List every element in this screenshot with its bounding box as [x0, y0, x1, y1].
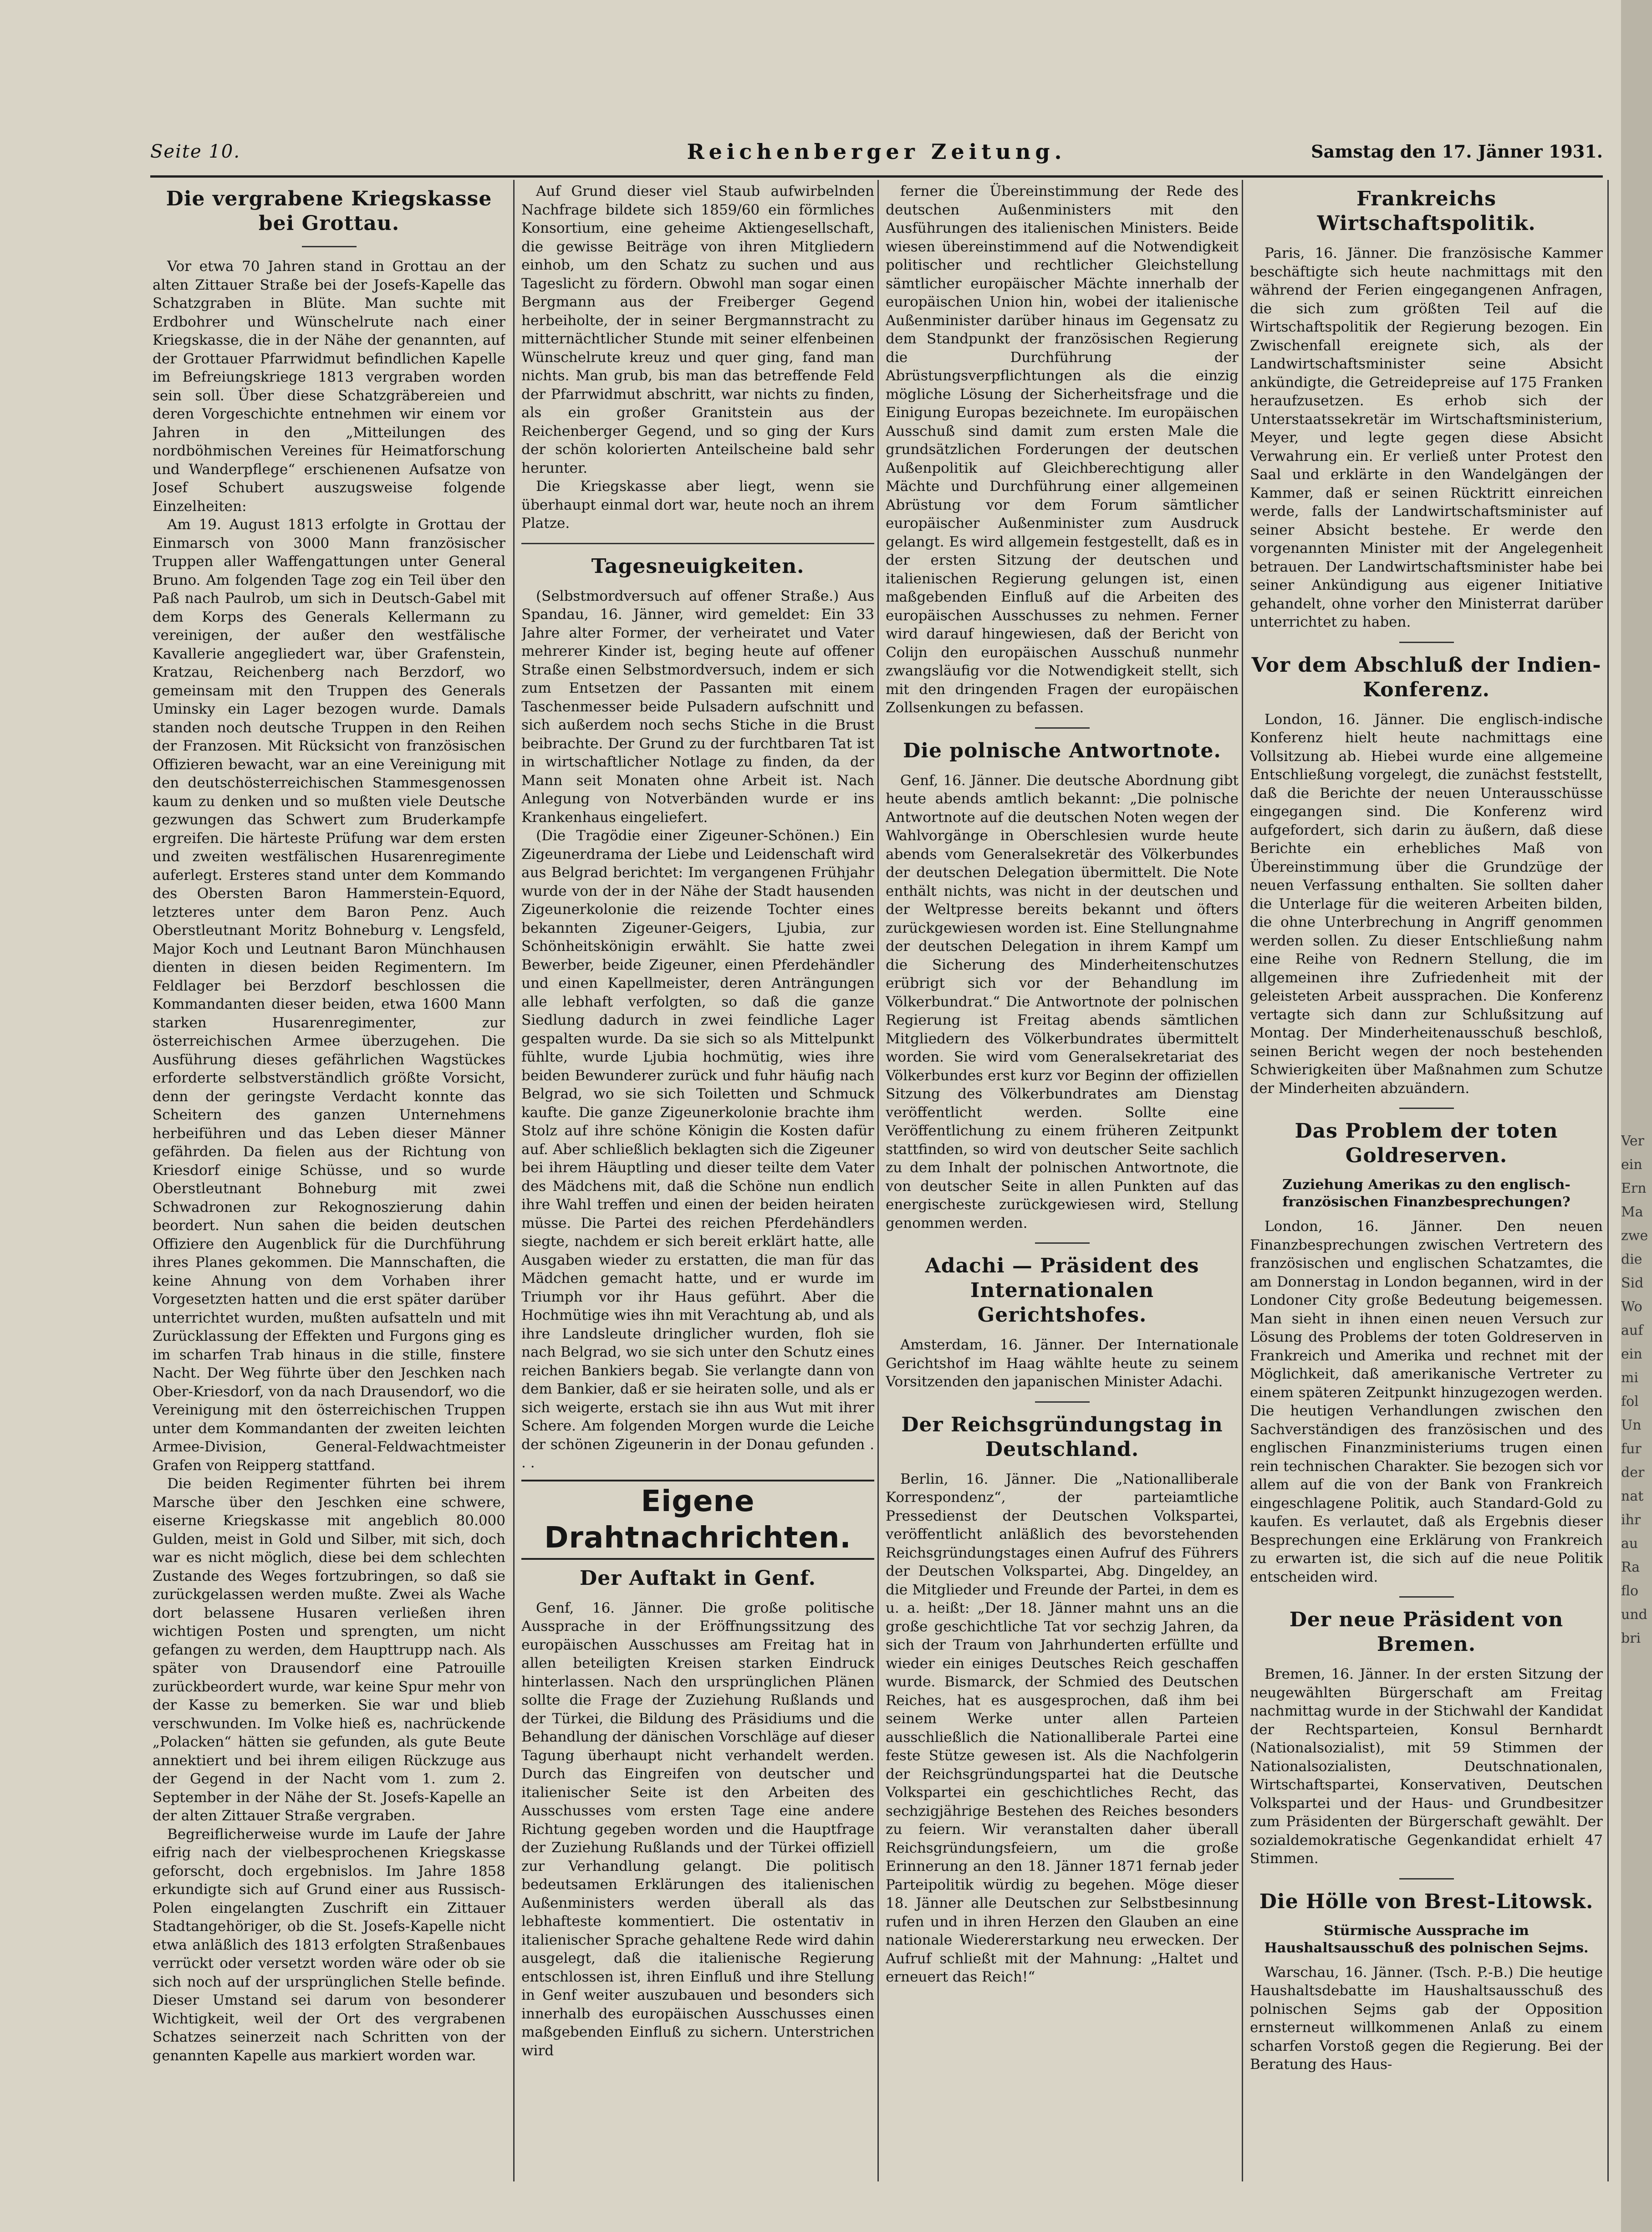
- article-paragraph: Vor etwa 70 Jahren stand in Grottau an der alten Zittauer Straße bei der Josefs-Kapelle das Schatzgraben in Blüte. Man suchte mit Erdbohrer und Wünschelrute nach einer Kriegskasse, die in der Nähe der genannten, auf der Grottauer Pfarrwidmut befindlichen Kapelle im Befreiungskriege 1813 vergraben worden sein soll. Über diese Schatzgräbereien und deren Vorgeschichte entnehmen wir einem vor Jahren in den „Mitteilungen des nordböhmischen Vereines für Heimatforschung und Wanderpflege“ erschienenen Aufsatze von Josef Schubert auszugsweise folgende Einzelheiten:: [153, 258, 505, 515]
- edge-fragment: der: [1621, 1465, 1645, 1481]
- article-tagesneuigkeiten: [521, 554, 874, 1472]
- article-headline: Das Problem der toten Goldreserven.: [1295, 1119, 1558, 1167]
- article-headline: Der Reichsgründungstag in Deutschland.: [901, 1413, 1223, 1461]
- article-paragraph: London, 16. Jänner. Die englisch-indische Konferenz hielt heute nachmittags eine Vollsitzung ab. Hiebei wurde eine allgemeine Entschließung vorgelegt, die zunächst feststellt, daß die Berichte der neuen Unterausschüsse eingegangen sind. Die Konferenz wird aufgefordert, sich darin zu äußern, daß diese Berichte ein erhebliches Maß von Übereinstimmung über die Grundzüge der neuen Verfassung enthalten. Sie sollten daher die Unterlage für die weiteren Arbeiten bilden, die ohne Unterbrechung in Angriff genommen werden sollen. Zu dieser Entschließung nahm eine Reihe von Rednern Stellung, die im allgemeinen ihre Zufriedenheit mit der geleisteten Arbeit aussprachen. Die Konferenz vertagte sich dann zur Schlußsitzung auf Montag. Der Minderheitenausschuß beschloß, seinen Bericht wegen der noch bestehenden Schwierigkeiten über Maßnahmen zum Schutze der Minderheiten abzuändern.: [1250, 711, 1603, 1097]
- article-headline: Adachi — Präsident des Internationalen Gerichtshofes.: [925, 1254, 1199, 1327]
- article-subheadline: Zuziehung Amerikas zu den englisch-französischen Finanzbesprechungen?: [1282, 1177, 1570, 1210]
- section-headline: Tagesneuigkeiten.: [591, 554, 805, 578]
- edge-fragment: fol: [1621, 1394, 1639, 1410]
- article-praesident-bremen: [1250, 1608, 1603, 1868]
- article-headline: Die polnische Antwortnote.: [903, 739, 1221, 762]
- article-paragraph: (Die Tragödie einer Zigeuner-Schönen.) Ein Zigeunerdrama der Liebe und Leidenschaft wird aus Belgrad berichtet: Im vergangenen Frühjahr wurde von der in der Nähe der Stadt hausenden Zigeunerkolonie die reizende Tochter eines bekannten Zigeuner-Geigers, Ljubia, zur Schönheitskönigin erwählt. Sie hatte zwei Bewerber, beide Zigeuner, einen Pferdehändler und einen Kapellmeister, deren Anträngungen alle lebhaft verfolgten, so daß die ganze Siedlung dadurch in zwei feindliche Lager gespalten wurde. Da sie sich so als Mittelpunkt fühlte, wurde Ljubia hochmütig, wies ihre beiden Bewunderer zurück und fuhr häufig nach Belgrad, wo sie sich Toiletten und Schmuck kaufte. Die ganze Zigeunerkolonie brachte ihm Stolz auf ihre schöne Königin die Kosten dafür auf. Aber schließlich beklagten sich die Zigeuner bei ihrem Häuptling und dieser teilte dem Vater des Mädchens mit, daß die Schöne nun endlich ihre Wahl treffen und einen der beiden heiraten müsse. Die Partei des reichen Pferdehändlers siegte, nachdem er sich bereit erklärt hatte, alle Ausgaben wieder zu erstatten, die man für das Mädchen gemacht hatte, und er wurde im Triumph vor ihr Haus geführt. Aber die Hochmütige wies ihn mit Verachtung ab, und als ihre Landsleute dringlicher wurden, floh sie nach Belgrad, wo sie sich unter den Schutz eines reichen Bankiers begab. Sie verlangte dann von dem Bankier, daß er sie heiraten solle, und als er sich weigerte, erstach sie ihn aus Wut mit ihrer Schere. Am folgenden Morgen wurde die Leiche der schönen Zigeunerin in der Donau gefunden . . .: [521, 827, 874, 1471]
- edge-fragment: Ma: [1621, 1204, 1643, 1220]
- adjacent-page-edge: [1621, 0, 1652, 2232]
- article-headline: Der neue Präsident von Bremen.: [1289, 1608, 1564, 1656]
- edge-fragment: Ver: [1621, 1133, 1645, 1149]
- article-auftakt-genf: [521, 1480, 874, 2060]
- article-goldreserven: [1250, 1119, 1603, 1586]
- edge-fragment: flo: [1621, 1583, 1639, 1599]
- column-1: [153, 182, 505, 2177]
- issue-date: Samstag den 17. Jänner 1931.: [1311, 141, 1603, 162]
- page-number: Seite 10.: [150, 141, 240, 162]
- section-rule: [521, 543, 874, 544]
- article-paragraph: Bremen, 16. Jänner. In der ersten Sitzung der neugewählten Bürgerschaft am Freitag nachmittag wurde in der Stichwahl der Kandidat der Rechtsparteien, Konsul Bernhardt (Nationalsozialist), mit 59 Stimmen der Nationalsozialisten, Deutschnationalen, Wirtschaftspartei, Konservativen, Deutschen Volkspartei und der Haus- und Grundbesitzer zum Präsidenten der Bürgerschaft gewählt. Der sozialdemokratische Gegenkandidat erhielt 47 Stimmen.: [1250, 1666, 1603, 1867]
- section-rule: [1399, 1878, 1454, 1880]
- edge-fragment: nat: [1621, 1488, 1644, 1504]
- edge-fragment: Wo: [1621, 1299, 1642, 1315]
- article-paragraph: Warschau, 16. Jänner. (Tsch. P.-B.) Die heutige Haushaltsdebatte im Haushaltsausschuß des polnischen Sejms gab der Opposition ernsterneut willkommenen Anlaß zu einem scharfen Vorstoß gegen die Regierung. Bei der Beratung des Haus-: [1250, 1964, 1603, 2073]
- edge-fragment: und: [1621, 1607, 1647, 1623]
- edge-fragment: ihr: [1621, 1512, 1641, 1528]
- article-paragraph: Berlin, 16. Jänner. Die „Nationalliberale Korrespondenz“, der parteiamtliche Pressedienst der Deutschen Volkspartei, veröffentlicht anläßlich des bevorstehenden Reichsgründungstages einen Aufruf des Führers der Deutschen Volkspartei, Abg. Dingeldey, an die Mitglieder und Freunde der Partei, in dem es u. a. heißt: „Der 18. Jänner mahnt uns an die große geschichtliche Tat vor sechzig Jahren, da sich der Traum von Jahrhunderten erfüllte und wieder ein einiges Deutsches Reich geschaffen wurde. Bismarck, der Schmied des Deutschen Reiches, hat es ausgesprochen, daß ihm bei seinem Werke unter allen Parteien ausschließlich die Nationalliberale Partei eine feste Stütze gewesen ist. Als die Nachfolgerin der Reichsgründungspartei hat die Deutsche Volkspartei ein geschichtliches Recht, das sechzigjährige Bestehen des Reiches besonders zu feiern. Wir veranstalten daher überall Reichsgründungsfeiern, um die große Erinnerung an den 18. Jänner 1871 fernab jeder Parteipolitik würdig zu begehen. Möge dieser 18. Jänner alle Deutschen zur Selbstbesinnung rufen und in ihren Herzen den Glauben an eine nationale Wiedererstarkung neu erwecken. Der Aufruf schließt mit der Mahnung: „Haltet und erneuert das Reich!“: [886, 1471, 1239, 1985]
- column-rule: [513, 180, 515, 2181]
- article-brest-litowsk: [1250, 1890, 1603, 2074]
- edge-fragment: Un: [1621, 1417, 1642, 1433]
- column-rule: [1607, 180, 1609, 2181]
- article-frankreich-wirtschaft: [1250, 187, 1603, 632]
- edge-fragment: die: [1621, 1251, 1642, 1267]
- section-rule: [1399, 1596, 1454, 1598]
- section-rule: [1035, 1242, 1090, 1244]
- edge-fragment: mi: [1621, 1370, 1639, 1386]
- edge-fragment: fur: [1621, 1441, 1642, 1457]
- article-headline: Die vergrabene Kriegskasse bei Grottau.: [166, 187, 492, 235]
- article-paragraph: (Selbstmordversuch auf offener Straße.) Aus Spandau, 16. Jänner, wird gemeldet: Ein 33 Jahre alter Former, der verheiratet und Vater mehrerer Kinder ist, beging heute auf offener Straße einen Selbstmordversuch, indem er sich zum Entsetzen der Passanten mit einem Taschenmesser beide Pulsadern aufschnitt und sich außerdem noch sechs Stiche in die Brust beibrachte. Der Grund zu der furchtbaren Tat ist in wirtschaftlicher Notlage zu finden, da der Mann seit Monaten ohne Arbeit ist. Nach Anlegung von Notverbänden wurde er ins Krankenhaus eingeliefert.: [521, 587, 874, 826]
- newspaper-title: Reichenberger Zeitung.: [687, 139, 1066, 164]
- column-3: [886, 182, 1239, 2177]
- column-4: [1250, 182, 1603, 2177]
- section-banner: Eigene Drahtnachrichten.: [521, 1480, 874, 1560]
- article-adachi: [886, 1254, 1239, 1391]
- article-subheadline: Stürmische Aussprache im Haushaltsausschuß des polnischen Sejms.: [1264, 1922, 1589, 1956]
- article-paragraph: Begreiflicherweise wurde im Laufe der Jahre eifrig nach der vielbesprochenen Kriegskasse geforscht, doch ergebnislos. Im Jahre 1858 erkundigte sich auf Grund einer aus Russisch-Polen eingelangten Zuschrift ein Zittauer Stadtangehöriger, ob die St. Josefs-Kapelle nicht etwa anläßlich des 1813 erfolgten Straßenbaues verrückt oder versetzt worden wäre oder ob sie sich noch auf der ursprünglichen Stelle befinde. Dieser Umstand sei darum von besonderer Wichtigkeit, weil der Ort des vergrabenen Schatzes seinerzeit nach Schritten von der genannten Kapelle aus markiert worden war.: [153, 1826, 505, 2064]
- article-paragraph: Genf, 16. Jänner. Die deutsche Abordnung gibt heute abends amtlich bekannt: „Die polnische Antwortnote auf die deutschen Noten wegen der Wahlvorgänge in Oberschlesien wurde heute abends vom Generalsekretär des Völkerbundes der deutschen Delegation übermittelt. Die Note enthält nichts, was nicht in der deutschen und der Weltpresse bereits bekannt und öfters zurückgewiesen worden ist. Eine Stellungnahme der deutschen Delegation in ihrem Kampf um die Sicherung des Minderheitenschutzes erübrigt sich vor der Behandlung im Völkerbundrat.“ Die Antwortnote der polnischen Regierung ist Freitag abends sämtlichen Mitgliedern des Völkerbundrates übermittelt worden. Sie wird vom Generalsekretariat des Völkerbundes erst kurz vor Beginn der offiziellen Sitzung des Völkerbundrates am Dienstag veröffentlicht werden. Sollte eine Veröffentlichung zu einem früheren Zeitpunkt stattfinden, so wird von deutscher Seite sachlich zu dem Inhalt der polnischen Antwortnote, die von deutscher Seite in allen Punkten auf das energischeste zurückgewiesen wird, Stellung genommen werden.: [886, 772, 1239, 1231]
- article-polnische-antwortnote: [886, 739, 1239, 1233]
- article-auftakt-genf-continued: [886, 182, 1239, 717]
- article-headline: Die Hölle von Brest-Litowsk.: [1259, 1890, 1594, 1913]
- section-rule: [1035, 727, 1090, 729]
- article-reichsgruendungstag: [886, 1413, 1239, 1987]
- section-rule: [1399, 642, 1454, 643]
- edge-fragment: auf: [1621, 1323, 1643, 1338]
- article-paragraph: Auf Grund dieser viel Staub aufwirbelnden Nachfrage bildete sich 1859/60 ein förmliches Konsortium, eine geheime Aktiengesellschaft, die gewisse Beiträge von ihren Mitgliedern einhob, um den Schatz zu suchen und aus Tageslicht zu fördern. Obwohl man sogar einen Bergmann aus der Freiberger Gegend herbeiholte, der in seiner Bergmannstracht zu mitternächtlicher Stunde mit seiner elfenbeinen Wünschelrute kreuz und quer ging, fand man nichts. Man grub, bis man das betreffende Feld der Pfarrwidmut abschritt, war nichts zu finden, als ein großer Granitstein aus der Reichenberger Gegend, und so ging der Kurs der schön kolorierten Anteilscheine bald sehr herunter.: [521, 183, 874, 476]
- section-rule: [1035, 1401, 1090, 1403]
- edge-fragment: au: [1621, 1536, 1638, 1552]
- article-paragraph: Die Kriegskasse aber liegt, wenn sie überhaupt einmal dort war, heute noch an ihrem Platze.: [521, 478, 874, 531]
- article-paragraph: Amsterdam, 16. Jänner. Der Internationale Gerichtshof im Haag wählte heute zu seinem Vorsitzenden den japanischen Minister Adachi.: [886, 1337, 1239, 1390]
- header-rule: [150, 175, 1603, 178]
- edge-fragment: zwe: [1621, 1228, 1648, 1244]
- edge-fragment: bri: [1621, 1630, 1641, 1646]
- edge-fragment: Sid: [1621, 1275, 1644, 1291]
- article-paragraph: Am 19. August 1813 erfolgte in Grottau der Einmarsch von 3000 Mann französischer Truppen aller Waffengattungen unter General Bruno. Am folgenden Tage zog ein Teil über den Paß nach Paulrob, um sich in Deutsch-Gabel mit dem Korps des Generals Kellermann zu vereinigen, der außer den westfälische Kavallerie angegliedert war, über Grafenstein, Kratzau, Reichenberg nach Berzdorf, wo gemeinsam mit den Truppen des Generals Uminsky ein Lager bezogen wurde. Damals standen noch deutsche Truppen in den Reihen der Franzosen. Mit Rücksicht von französischen Offizieren bewacht, war an eine Vereinigung mit den deutschösterreichischen Stammesgenossen kaum zu denken und so mußten viele Deutsche gezwungen das Schwert zum Bruderkampfe ergreifen. Die härteste Prüfung war dem ersten und zweiten westfälischen Husarenregimente auferlegt. Ersteres stand unter dem Kommando des Obersten Baron Hammerstein-Equord, letzteres unter dem Baron Penz. Auch Oberstleutnant Moritz Bohneburg v. Lengsfeld, Major Koch und Leutnant Baron Münchhausen dienten in diesen beiden Regimentern. Im Feldlager bei Berzdorf beschlossen die Kommandanten dieser beiden, etwa 1600 Mann starken Husarenregimenter, zur österreichischen Armee überzugehen. Die Ausführung dieses gefährlichen Wagstückes erforderte selbstverständlich größte Vorsicht, denn der geringste Verdacht konnte das Scheitern des ganzen Unternehmens herbeiführen und das Leben dieser Männer gefährden. Da fielen aus der Richtung von Kriesdorf einige Schüsse, und so wurde Oberstleutnant Bohneburg mit zwei Schwadronen zur Rekognoszierung dahin beordert. Nun sahen die beiden deutschen Offiziere den Augenblick für die Durchführung ihres Planes gekommen. Die Mannschaften, die keine Ahnung von dem Vorhaben ihrer Vorgesetzten hatten und die erst später darüber unterrichtet wurden, mußten aufsatteln und mit Zurücklassung der Effekten und Furgons ging es im scharfen Trab hinaus in die stille, finstere Nacht. Der Weg führte über den Jeschken nach Ober-Kriesdorf, von da nach Drausendorf, wo die Vereinigung mit den österreichischen Truppen unter dem Kommandanten der zweiten leichten Armee-Division, General-Feldwachtmeister Grafen von Reipperg stattfand.: [153, 516, 505, 1474]
- page-header: [150, 137, 1603, 173]
- article-headline: Der Auftakt in Genf.: [580, 1566, 816, 1590]
- article-kriegskasse: [153, 187, 505, 2065]
- edge-fragment: ein: [1621, 1346, 1642, 1362]
- article-paragraph: London, 16. Jänner. Den neuen Finanzbesprechungen zwischen Vertretern des französischen und englischen Schatzamtes, die am Donnerstag in London begannen, wird in der Londoner City große Bedeutung beigemessen. Man sieht in ihnen einen neuen Versuch zur Lösung des Problems der toten Goldreserven in Frankreich und Amerika und rechnet mit der Möglichkeit, daß amerikanische Vertreter zu einem späteren Zeitpunkt hinzugezogen werden. Die heutigen Verhandlungen zwischen den Sachverständigen des französischen und des englischen Finanzministeriums trugen einen rein technischen Charakter. Sie bezogen sich vor allem auf die von der Bank von Frankreich eingeschlagene Politik, auch Standard-Gold zu kaufen. Es verlautet, daß als Ergebnis dieser Besprechungen eine Erklärung von Frankreich zu erwarten ist, die sich auf die neue Politik entscheiden wird.: [1250, 1218, 1603, 1585]
- column-rule: [877, 180, 879, 2181]
- article-indien-konferenz: [1250, 653, 1603, 1098]
- edge-fragment: Ra: [1621, 1559, 1640, 1575]
- article-paragraph: ferner die Übereinstimmung der Rede des deutschen Außenministers mit den Ausführungen des italienischen Ministers. Beide wiesen übereinstimmend auf die Notwendigkeit politischer und rechtlicher Gleichstellung sämtlicher europäischer Mächte innerhalb der europäischen Union hin, wobei der italienische Außenminister darüber hinaus im Gegensatz zu dem Standpunkt der französischen Regierung die Durchführung der Abrüstungsverpflichtungen als die einzig mögliche Lösung der Sicherheitsfrage und die Einigung Europas bezeichnete. Im europäischen Ausschuß sind damit zum ersten Male die grundsätzlichen Forderungen der deutschen Außenpolitik auf Gleichberechtigung aller Mächte und Durchführung einer allgemeinen Abrüstung vor dem Forum sämtlicher europäischer Außenminister zum Ausdruck gelangt. Es wird allgemein festgestellt, daß es in der ersten Sitzung der deutschen und italienischen Regierung gelungen ist, einen maßgebenden Einfluß auf die Arbeiten des europäischen Ausschusses zu nehmen. Ferner wird darauf hingewiesen, daß der Bericht von Colijn den europäischen Ausschuß nunmehr zwangsläufig vor die Notwendigkeit stellt, sich mit den dringenden Fragen der europäischen Zollsenkungen zu befassen.: [886, 183, 1239, 716]
- article-paragraph: Paris, 16. Jänner. Die französische Kammer beschäftigte sich heute nachmittags mit den während der Ferien eingegangenen Anfragen, die sich zum größten Teil auf die Wirtschaftspolitik der Regierung bezogen. Ein Zwischenfall ereignete sich, als der Landwirtschaftsminister seine Absicht ankündigte, die Getreidepreise auf 175 Franken heraufzusetzen. Es erhob sich der Unterstaatssekretär im Wirtschaftsministerium, Meyer, und legte gegen diese Absicht Verwahrung ein. Er verließ unter Protest den Saal und erklärte in den Wandelgängen der Kammer, daß er seinen Rücktritt einreichen werde, falls der Landwirtschaftsminister auf seiner Absicht bestehe. Er werde den vorgenannten Minister mit der Angelegenheit betrauen. Der Landwirtschaftsminister habe bei seiner Ankündigung aus eigener Initiative gehandelt, ohne vorher den Ministerrat darüber unterrichtet zu haben.: [1250, 245, 1603, 630]
- edge-fragment: ein: [1621, 1157, 1642, 1173]
- section-rule: [1399, 1108, 1454, 1109]
- column-rule: [1242, 180, 1243, 2181]
- headline-rule: [302, 246, 357, 247]
- article-headline: Vor dem Abschluß der Indien-Konferenz.: [1251, 653, 1601, 701]
- article-headline: Frankreichs Wirtschaftspolitik.: [1317, 187, 1536, 235]
- article-kriegskasse-continued: [521, 182, 874, 533]
- article-paragraph: Genf, 16. Jänner. Die große politische Aussprache in der Eröffnungssitzung des europäischen Ausschusses am Freitag hat in allen beteiligten Kreisen starken Eindruck hinterlassen. Nach den ursprünglichen Plänen sollte die Frage der Zuziehung Rußlands und der Türkei, die Bildung des Präsidiums und die Behandlung der dänischen Vorschläge auf dieser Tagung überhaupt nicht verhandelt werden. Durch das Eingreifen von deutscher und italienischer Seite ist den Arbeiten des Ausschusses vom ersten Tage eine andere Richtung gegeben worden und die Hauptfrage der Zuziehung Rußlands und der Türkei offiziell zur Verhandlung gelangt. Die politisch bedeutsamen Erklärungen des italienischen Außenministers werden überall als das lebhafteste kommentiert. Die ostentativ in italienischer Sprache gehaltene Rede wird dahin ausgelegt, daß die italienische Regierung entschlossen ist, ihren Einfluß und ihre Stellung in Genf weiter auszubauen und besonders sich innerhalb des europäischen Ausschusses einen maßgebenden Einfluß zu sichern. Unterstrichen wird: [521, 1599, 874, 2059]
- column-2: [521, 182, 874, 2177]
- edge-fragment: Ern: [1621, 1180, 1647, 1196]
- article-paragraph: Die beiden Regimenter führten bei ihrem Marsche über den Jeschken eine schwere, eiserne Kriegskasse mit angeblich 80.000 Gulden, meist in Gold und Silber, mit sich, doch war es nicht möglich, diese bei dem schlechten Zustande des Weges fortzubringen, so daß sie zurückgelassen werden mußte. Zwei als Wache dort belassene Husaren verließen ihren wichtigen Posten und sprengten, um nicht gefangen zu werden, dem Haupttrupp nach. Als später von Drausendorf eine Patrouille zurückbeordert wurde, war keine Spur mehr von der Kasse zu bemerken. Sie war und blieb verschwunden. Im Volke hieß es, nachrückende „Polacken“ hätten sie gefunden, als gute Beute annektiert und bei ihrem eiligen Rückzuge aus der Gegend in der Nacht vom 1. zum 2. September in der Nähe der St. Josefs-Kapelle an der alten Zittauer Straße vergraben.: [153, 1476, 505, 1824]
